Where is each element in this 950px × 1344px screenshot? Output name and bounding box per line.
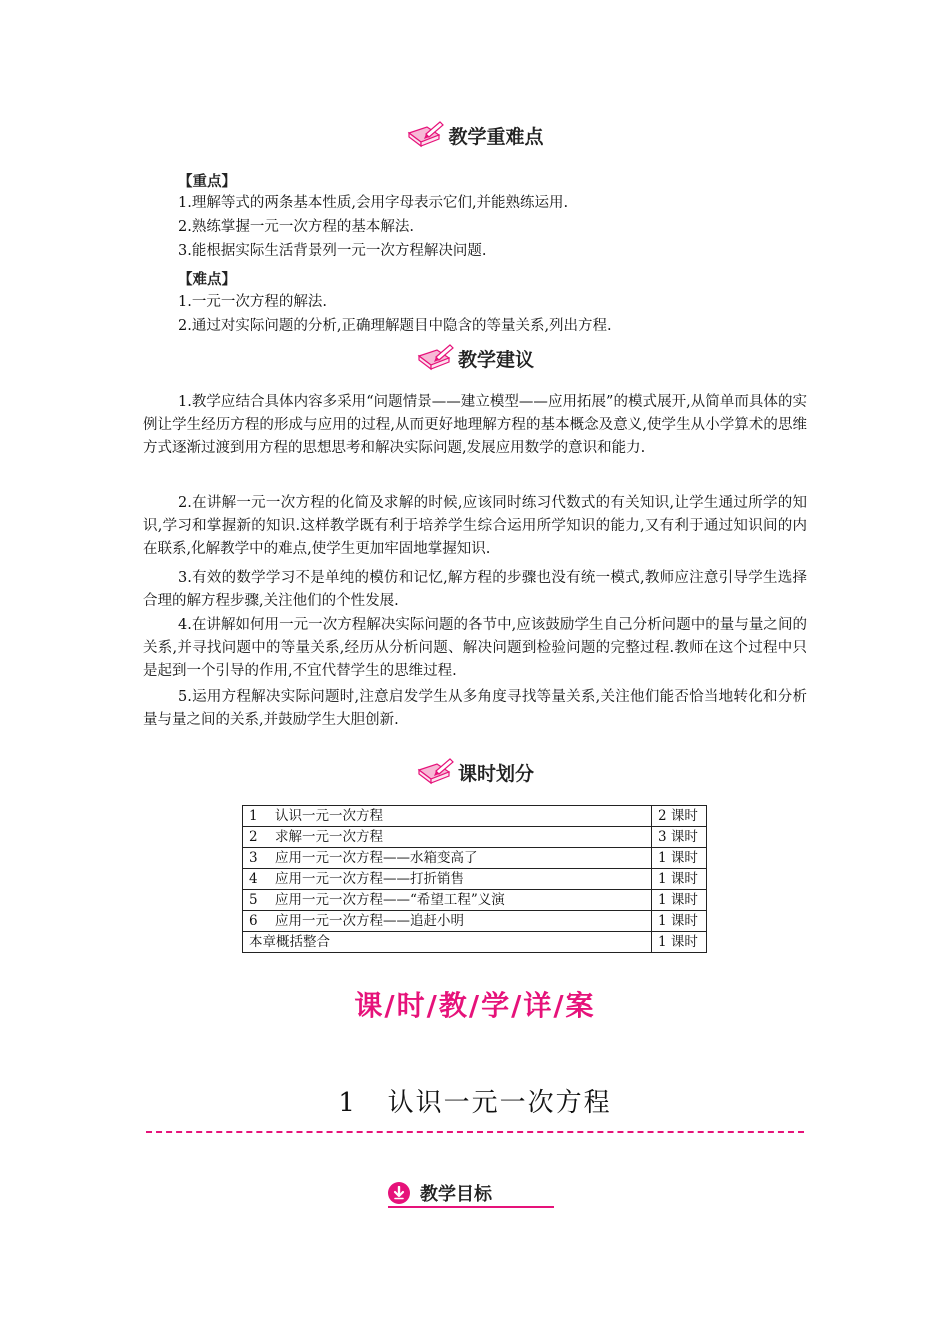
schedule-table [242, 805, 707, 953]
lesson-hours: 1 课时 [652, 890, 707, 911]
objective-heading [388, 1180, 554, 1208]
notebook-pencil-icon [416, 757, 454, 787]
section-title-text: 教学重难点 [448, 125, 544, 148]
suggestion-paragraph: 3.有效的数学学习不是单纯的模仿和记忆,解方程的步骤也没有统一模式,教师应注意引导学生选择合理的解方程步骤,关注他们的个性发展. [143, 570, 807, 609]
section-title-schedule [0, 757, 950, 787]
section-title-text: 课时划分 [457, 762, 534, 785]
notebook-pencil-icon [406, 120, 444, 150]
lesson-name-cell [243, 848, 652, 869]
lesson-number: 2 [249, 829, 258, 845]
table-row [243, 806, 707, 827]
lesson-title-number: 1 [338, 1088, 357, 1118]
section-title-text: 教学建议 [457, 348, 534, 371]
section-title-key-points [0, 120, 950, 150]
lesson-name-cell [243, 827, 652, 848]
focus-item: 1.理解等式的两条基本性质,会用字母表示它们,并能熟练运用. [178, 195, 569, 211]
lesson-name: 认识一元一次方程 [275, 808, 383, 824]
lesson-number: 3 [249, 850, 258, 866]
lesson-hours: 2 课时 [652, 806, 707, 827]
table-row [243, 932, 707, 953]
notebook-pencil-icon [416, 343, 454, 373]
focus-tag: 【重点】 [178, 173, 236, 190]
table-row [243, 848, 707, 869]
lesson-number: 1 [249, 808, 258, 824]
lesson-number: 4 [249, 871, 258, 887]
difficulty-item: 1.一元一次方程的解法. [178, 294, 327, 310]
lesson-name: 求解一元一次方程 [275, 829, 383, 845]
table-row [243, 890, 707, 911]
section-title-suggestions [0, 343, 950, 373]
lesson-hours: 1 课时 [652, 932, 707, 953]
lesson-name-cell [243, 890, 652, 911]
suggestion-paragraph: 4.在讲解如何用一元一次方程解决实际问题的各节中,应该鼓励学生自己分析问题中的量与量之间的关系,并寻找问题中的等量关系,经历从分析问题、解决问题到检验问题的完整过程.教师在这个过程中只是起到一个引导的作用,不宜代替学生的思维过程. [143, 617, 807, 679]
focus-item: 3.能根据实际生活背景列一元一次方程解决问题. [178, 243, 487, 259]
difficulty-tag: 【难点】 [178, 271, 236, 288]
lesson-hours: 3 课时 [652, 827, 707, 848]
lesson-hours: 1 课时 [652, 848, 707, 869]
dashed-divider [146, 1131, 804, 1133]
lesson-name: 本章概括整合 [249, 934, 330, 950]
chapter-banner: 课/时/教/学/详/案 [354, 989, 596, 1022]
lesson-number: 6 [249, 913, 258, 929]
lesson-name: 应用一元一次方程——打折销售 [275, 871, 464, 887]
lesson-name: 应用一元一次方程——“希望工程”义演 [275, 892, 505, 908]
objective-label: 教学目标 [420, 1184, 492, 1205]
suggestion-paragraph: 2.在讲解一元一次方程的化简及求解的时候,应该同时练习代数式的有关知识,让学生通过所学的知识,学习和掌握新的知识.这样教学既有利于培养学生综合运用所学知识的能力,又有利于通过知识间的内在联系,化解教学中的难点,使学生更加牢固地掌握知识. [143, 495, 807, 557]
table-row [243, 869, 707, 890]
lesson-name-cell [243, 806, 652, 827]
lesson-hours: 1 课时 [652, 911, 707, 932]
lesson-number: 5 [249, 892, 258, 908]
table-row [243, 827, 707, 848]
arrow-down-icon [388, 1182, 410, 1204]
suggestion-paragraph: 5.运用方程解决实际问题时,注意启发学生从多角度寻找等量关系,关注他们能否恰当地转化和分析量与量之间的关系,并鼓励学生大胆创新. [143, 689, 807, 728]
suggestion-paragraph: 1.教学应结合具体内容多采用“问题情景——建立模型——应用拓展”的模式展开,从简单而具体的实例让学生经历方程的形成与应用的过程,从而更好地理解方程的基本概念及意义,使学生从小学算术的思维方式逐渐过渡到用方程的思想思考和解决实际问题,发展应用数学的意识和能力. [143, 394, 807, 456]
lesson-name: 应用一元一次方程——追赶小明 [275, 913, 464, 929]
lesson-title-text: 认识一元一次方程 [387, 1088, 612, 1118]
lesson-name-cell [243, 869, 652, 890]
lesson-hours: 1 课时 [652, 869, 707, 890]
focus-item: 2.熟练掌握一元一次方程的基本解法. [178, 219, 414, 235]
lesson-name-cell [243, 932, 652, 953]
lesson-title [0, 1082, 950, 1119]
lesson-name-cell [243, 911, 652, 932]
lesson-name: 应用一元一次方程——水箱变高了 [275, 850, 478, 866]
table-row [243, 911, 707, 932]
difficulty-item: 2.通过对实际问题的分析,正确理解题目中隐含的等量关系,列出方程. [178, 318, 612, 334]
